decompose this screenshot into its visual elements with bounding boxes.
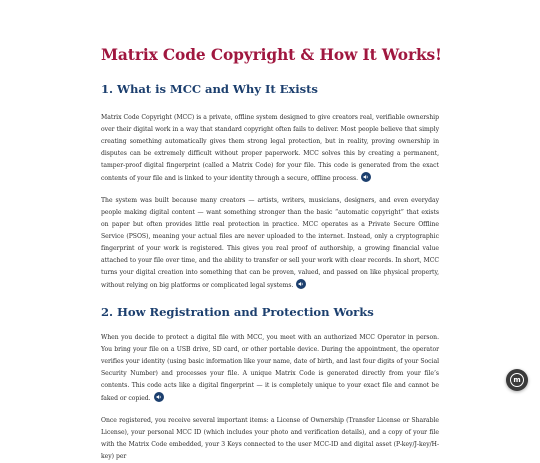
fab-label: m	[513, 376, 521, 384]
article	[101, 0, 442, 463]
page-title: Matrix Code Copyright & How It Works!	[101, 46, 442, 64]
paragraph	[101, 112, 439, 185]
paragraph-text: Once registered, you receive several important items: a License of Ownership (Transfer License or Sharable License), your personal MCC ID (which includes your photo and verification details), and a copy of your file with the Matrix Code embedded, your 3 Keys connected to the user MCC-ID and digital asset (P-key/J-key/H-key) per	[101, 417, 439, 460]
floating-action-button[interactable]	[506, 369, 528, 391]
read-aloud-button[interactable]	[361, 172, 371, 182]
read-aloud-button[interactable]	[296, 279, 306, 289]
paragraph-text: The system was built because many creators — artists, writers, musicians, designers, and even everyday people making digital content — want something stronger than the basic “automatic copyright” that exists on paper but often provides little real protection in practice. MCC operates as a Private Secure Offline Service (PSOS), meaning your actual files are never uploaded to the internet. Instead, only a cryptographic fingerprint of your work is registered. This gives you real proof of authorship, a growing financial value attached to your file over time, and the ability to transfer or sell your work with clear records. In short, MCC turns your digital creation into something that can be proven, valued, and passed on like physical property, without relying on big platforms or complicated legal systems.	[101, 197, 439, 289]
read-aloud-button[interactable]	[154, 392, 164, 402]
speaker-icon	[298, 281, 304, 287]
speaker-icon	[156, 394, 162, 400]
paragraph	[101, 332, 439, 405]
paragraph	[101, 415, 439, 463]
section-heading-what-is-mcc: 1. What is MCC and Why It Exists	[101, 82, 318, 96]
paragraph	[101, 195, 439, 292]
paragraph-text: Matrix Code Copyright (MCC) is a private, offline system designed to give creators real, verifiable ownership over their digital work in a way that standard copyright often fails to deliver. Most people believe that simply creating something automatically gives them strong legal protection, but in reality, proving ownership in disputes can be extremely difficult without proper paperwork. MCC solves this by creating a permanent, tamper-proof digital fingerprint (called a Matrix Code) for your file. This code is generated from the exact contents of your file and is linked to your identity through a secure, offline process.	[101, 114, 439, 182]
section-heading-registration: 2. How Registration and Protection Works	[101, 305, 374, 319]
paragraph-text: When you decide to protect a digital file with MCC, you meet with an authorized MCC Operator in person. You bring your file on a USB drive, SD card, or other portable device. During the appointment, the operator verifies your identity (using basic information like your name, date of birth, and last four digits of your Social Security Number) and processes your file. A unique Matrix Code is generated directly from your file’s contents. This code acts like a digital fingerprint — it is completely unique to your exact file and cannot be faked or copied.	[101, 334, 439, 402]
speaker-icon	[363, 174, 369, 180]
